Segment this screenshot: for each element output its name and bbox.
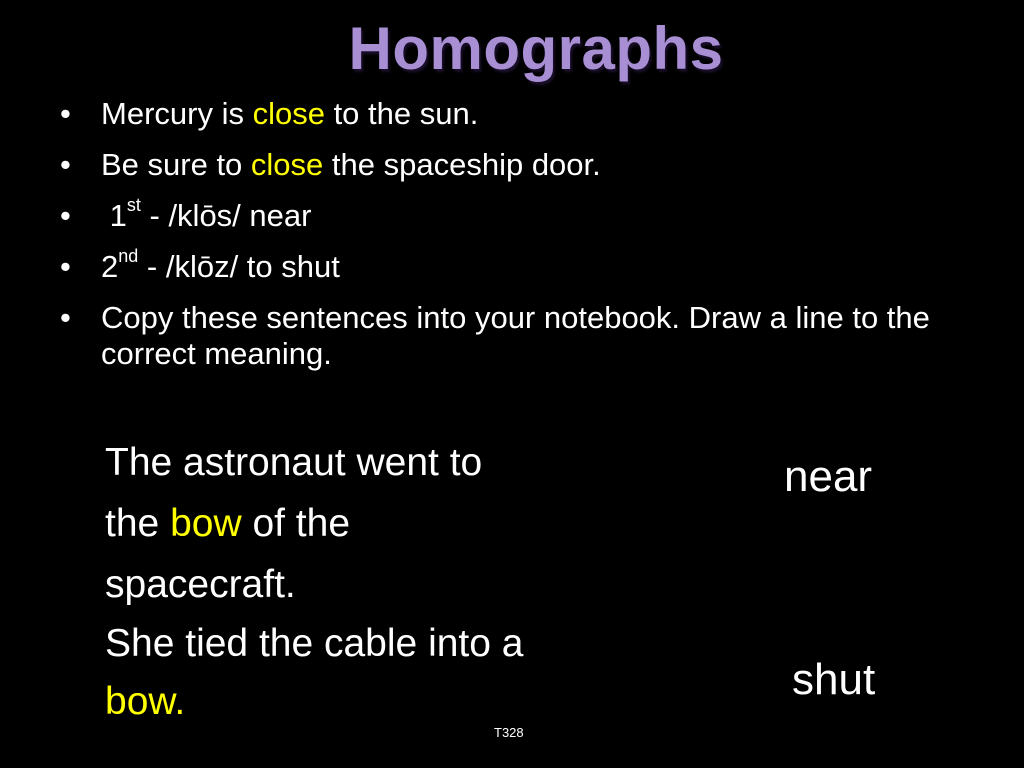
- sentences-block: [105, 432, 635, 731]
- sentence-1-line-1: The astronaut went to: [105, 441, 483, 484]
- bullet-2-pre: Be sure to: [101, 147, 251, 182]
- slide-footer-code: T328: [494, 725, 524, 740]
- meaning-shut: shut: [792, 655, 876, 704]
- sentence-1: [105, 432, 635, 615]
- bullet-item-2: [60, 147, 980, 183]
- bullet-3-sup: st: [126, 194, 141, 215]
- bullet-1-highlight: close: [252, 96, 325, 131]
- bullet-dot-icon: •: [60, 96, 71, 131]
- bullet-4-num: 2: [101, 249, 119, 284]
- bullet-1-post: to the sun.: [324, 96, 479, 131]
- sentence-1-highlight: bow: [170, 502, 242, 545]
- meaning-near: near: [784, 452, 873, 501]
- slide-title-text: Homographs: [348, 15, 724, 82]
- bullet-dot-icon: •: [60, 147, 71, 182]
- bullet-item-3: [60, 194, 980, 234]
- bullet-5-text: Copy these sentences into your notebook. Draw a line to the correct meaning.: [101, 300, 930, 371]
- sentence-2-line-1: She tied the cable into a: [105, 622, 524, 665]
- bullet-item-1: [60, 96, 980, 132]
- bullet-item-5: [60, 300, 980, 372]
- bullet-list: [60, 96, 980, 387]
- sentence-1-line-2: [105, 493, 635, 554]
- sentence-1-line-2-pre: the: [105, 502, 171, 545]
- bullet-4-rest: - /klōz/ to shut: [138, 249, 340, 284]
- sentence-2-highlight: bow.: [105, 680, 186, 723]
- bullet-3-num: 1: [109, 198, 127, 233]
- sentence-1-line-2-post: of the: [241, 502, 351, 545]
- sentence-2: [105, 615, 635, 731]
- bullet-1-pre: Mercury is: [101, 96, 253, 131]
- bullet-dot-icon: •: [60, 300, 71, 335]
- bullet-item-4: [60, 245, 980, 285]
- bullet-4-sup: nd: [118, 245, 139, 266]
- slide-title: [0, 14, 1024, 83]
- bullet-2-post: the spaceship door.: [323, 147, 601, 182]
- bullet-dot-icon: •: [60, 198, 71, 233]
- bullet-dot-icon: •: [60, 249, 71, 284]
- bullet-3-rest: - /klōs/ near: [140, 198, 312, 233]
- bullet-2-highlight: close: [250, 147, 324, 182]
- sentence-1-line-3: spacecraft.: [105, 563, 296, 606]
